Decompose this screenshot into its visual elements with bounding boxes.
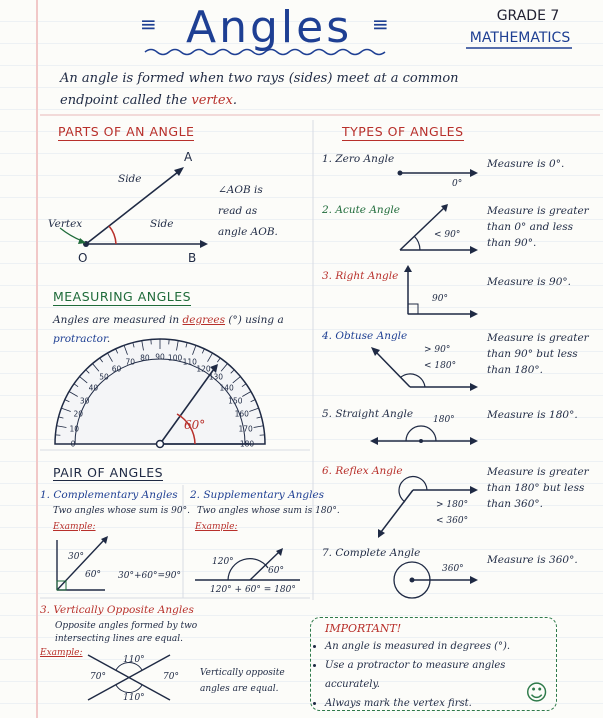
vertical-desc-line: intersecting lines are equal. [55,634,184,644]
measuring-text-part: Angles are measured in [53,314,183,326]
important-item: • An angle is measured in degrees (°). [325,637,556,656]
pairs-heading [53,465,163,480]
type-name-straight: 5. Straight Angle [322,408,414,420]
complementary-sum: 30°+60°=90° [118,571,181,581]
subject-label: MATHEMATICS [469,30,571,46]
type-name-obtuse: 4. Obtuse Angle [322,330,408,342]
type-label-zero: 0° [452,179,463,189]
desc-line: Measure is 90°. [487,276,571,288]
protractor-tick-label: 150 [228,396,243,405]
protractor-tick-label: 70 [125,357,136,367]
page-title: Angles [186,2,353,53]
protractor-tick-label: 10 [69,424,80,434]
important-heading: IMPORTANT! [325,622,402,635]
measuring-heading-text: MEASURING ANGLES [53,289,192,304]
vertical-title: 3. Vertically Opposite Angles [40,604,194,616]
supplementary-angle-a: 120° [212,557,234,567]
vertical-note-line: Vertically opposite [200,668,285,678]
vertex-label: Vertex [48,218,83,230]
pairs-heading-text: PAIR OF ANGLES [53,465,164,480]
type-label2-obtuse: < 180° [424,361,457,371]
note-line: ∠AOB is [218,184,263,196]
desc-line: Measure is 0°. [487,158,565,170]
type-desc-reflex [487,464,589,512]
point-o-label: O [78,251,88,265]
protractor-tick-label: 30 [79,396,90,405]
measuring-heading [53,289,191,304]
types-heading-text: TYPES OF ANGLES [342,124,464,139]
type-desc-acute [487,203,589,251]
side-label-top: Side [118,173,142,185]
types-heading [342,124,464,139]
type-name-reflex: 6. Reflex Angle [322,465,403,477]
protractor-tick-label: 90 [155,352,165,362]
supplementary-sum: 120° + 60° = 180° [210,585,296,595]
vertical-angle-right: 70° [163,672,179,682]
type-label-acute: < 90° [434,230,461,240]
protractor-tick-label: 180 [239,439,255,449]
vertical-note [200,665,285,697]
important-item: • Use a protractor to measure angles accurately. [325,656,556,694]
desc-line: Measure is greater [487,332,589,344]
vertical-desc-line: Opposite angles formed by two [55,621,198,631]
note-line: angle AOB. [218,226,278,238]
type-label-complete: 360° [442,564,464,574]
protractor-tick-label: 160 [234,409,249,419]
desc-line: than 90°. [487,237,537,249]
type-label-reflex: > 180° [436,500,469,510]
complementary-title: 1. Complementary Angles [40,489,178,501]
side-label-bottom: Side [150,218,174,230]
degrees-word: degrees [182,314,226,326]
complementary-desc: Two angles whose sum is 90°. [53,506,190,516]
important-box [310,617,557,711]
important-list [311,637,556,713]
decor-lines-right: ≡ [372,12,389,36]
protractor-tick-label: 110 [182,357,197,367]
desc-line: Measure is 180°. [487,409,578,421]
desc-line: Measure is greater [487,466,589,478]
measuring-text [53,311,293,349]
type-name-zero: 1. Zero Angle [322,153,395,165]
point-b-label: B [188,251,197,265]
intro-vertex-word: vertex [191,93,233,108]
intro-period: . [232,93,237,108]
desc-line: than 360°. [487,498,543,510]
protractor-tick-label: 40 [88,383,99,393]
vertical-note-line: angles are equal. [200,684,279,694]
vertical-example-label: Example: [40,648,83,658]
protractor-tick-label: 140 [219,383,234,393]
vertical-angle-bottom: 110° [123,693,145,703]
desc-line: than 180° but less [487,482,585,494]
desc-line: than 0° and less [487,221,574,233]
complementary-example-label: Example: [53,522,96,532]
type-desc-complete [487,552,578,568]
measuring-text-part: . [106,333,111,345]
protractor-angle-label: 60° [184,418,206,432]
desc-line: than 180°. [487,364,543,376]
smiley-icon: ☺ [525,681,548,706]
desc-line: Measure is greater [487,205,589,217]
angle-aob-note [218,180,278,243]
supplementary-angle-b: 60° [268,566,284,576]
protractor-tick-label: 170 [238,424,253,434]
protractor-tick-label: 50 [99,372,109,382]
parts-heading [58,124,194,139]
desc-line: than 90° but less [487,348,578,360]
important-item: • Always mark the vertex first. [325,694,556,713]
point-a-label: A [184,150,193,164]
grade-label: GRADE 7 [496,8,560,24]
type-name-right: 3. Right Angle [322,270,399,282]
type-desc-zero [487,156,564,172]
protractor-tick-label: 120 [196,364,211,374]
type-label-straight: 180° [433,415,455,425]
protractor-tick-label: 20 [73,409,84,419]
desc-line: Measure is 360°. [487,554,578,566]
intro-text-main: An angle is formed when two rays (sides) meet at a common endpoint called the [60,71,459,108]
vertical-angle-top: 110° [123,655,145,665]
parts-heading-text: PARTS OF AN ANGLE [58,124,195,139]
type-label2-reflex: < 360° [436,516,469,526]
measuring-text-part: (°) using a [225,314,284,326]
protractor-word: protractor [53,333,107,345]
type-name-acute: 2. Acute Angle [322,204,400,216]
supplementary-example-label: Example: [195,522,238,532]
protractor-tick-label: 130 [208,372,224,382]
intro-text [60,68,470,112]
protractor-tick-label: 60 [111,364,122,374]
complementary-angle-a: 30° [68,552,84,562]
vertical-angle-left: 70° [90,672,106,682]
vertical-desc [55,620,197,646]
supplementary-desc: Two angles whose sum is 180°. [197,506,340,516]
type-label-obtuse: > 90° [424,345,451,355]
type-label-right: 90° [432,294,448,304]
type-desc-right [487,274,571,290]
protractor-tick-label: 100 [167,353,183,363]
protractor-tick-label: 80 [140,353,150,363]
complementary-angle-b: 60° [85,570,101,580]
note-line: read as [218,205,258,217]
type-name-complete: 7. Complete Angle [322,547,421,559]
type-desc-obtuse [487,330,589,378]
protractor-tick-label: 0 [70,439,76,449]
supplementary-title: 2. Supplementary Angles [190,489,325,501]
type-desc-straight [487,407,578,423]
decor-lines-left: ≡ [140,12,157,36]
